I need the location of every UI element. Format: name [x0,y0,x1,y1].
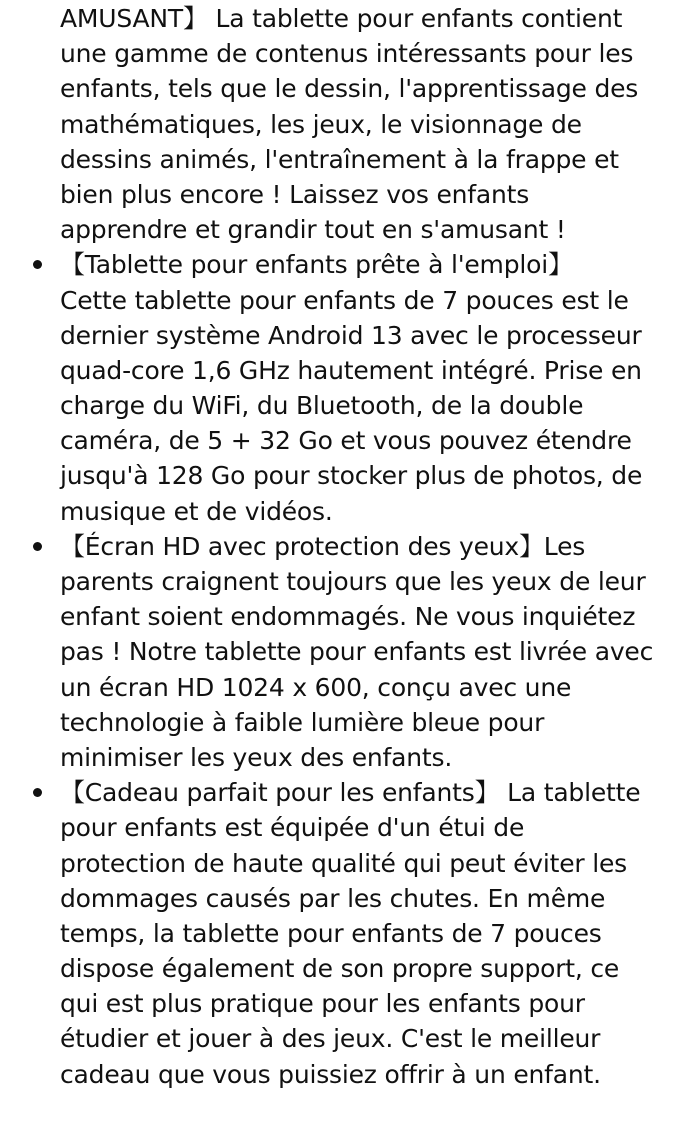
text-line: caméra, de 5 + 32 Go et vous pouvez étendre [60,426,632,456]
text-line: pas ! Notre tablette pour enfants est livrée avec [60,637,654,667]
text-line: dispose également de son propre support, ce [60,954,620,984]
product-description [60,1,690,1092]
bullet-dot-icon [33,260,42,269]
text-line: 【Écran HD avec protection des yeux】Les [60,531,586,561]
text-line: enfants, tels que le dessin, l'apprentissage des [60,74,639,104]
text-line: minimiser les yeux des enfants. [60,742,453,772]
text-line: 【Cadeau parfait pour les enfants】 La tablette [60,778,641,808]
text-line: enfant soient endommagés. Ne vous inquiétez [60,602,636,632]
text-line: un écran HD 1024 x 600, conçu avec une [60,672,572,702]
bullet-item-perfect-gift [60,775,690,1092]
text-line: mathématiques, les jeux, le visionnage de [60,109,582,139]
text-line: protection de haute qualité qui peut éviter les [60,848,627,878]
text-line: quad-core 1,6 GHz hautement intégré. Prise en [60,355,642,385]
text-line: bien plus encore ! Laissez vos enfants [60,179,530,209]
text-line: temps, la tablette pour enfants de 7 pouces [60,918,602,948]
text-line: pour enfants est équipée d'un étui de [60,813,525,843]
description-paragraph-amusant [60,1,690,247]
bullet-dot-icon [33,542,42,551]
text-line: cadeau que vous puissiez offrir à un enfant. [60,1059,601,1089]
bullet-dot-icon [33,788,42,797]
text-line: dernier système Android 13 avec le processeur [60,320,642,350]
text-line: parents craignent toujours que les yeux de leur [60,567,646,596]
text-line: AMUSANT】 La tablette pour enfants contient [60,4,623,33]
text-line: apprendre et grandir tout en s'amusant ! [60,215,566,245]
text-line: musique et de vidéos. [60,496,333,526]
bullet-item-ready-to-use [60,247,690,529]
text-line: étudier et jouer à des jeux. C'est le meilleur [60,1024,601,1054]
text-line: dommages causés par les chutes. En même [60,883,606,913]
text-line: 【Tablette pour enfants prête à l'emploi】 [60,250,573,280]
text-line: charge du WiFi, du Bluetooth, de la double [60,391,584,421]
text-line: dessins animés, l'entraînement à la frappe et [60,144,619,174]
text-line: une gamme de contenus intéressants pour les [60,39,634,69]
text-line: Cette tablette pour enfants de 7 pouces est le [60,285,629,315]
text-line: technologie à faible lumière bleue pour [60,707,545,737]
text-line: jusqu'à 128 Go pour stocker plus de photos, de [60,461,643,491]
text-line: qui est plus pratique pour les enfants pour [60,989,585,1019]
bullet-item-hd-screen [60,529,690,775]
